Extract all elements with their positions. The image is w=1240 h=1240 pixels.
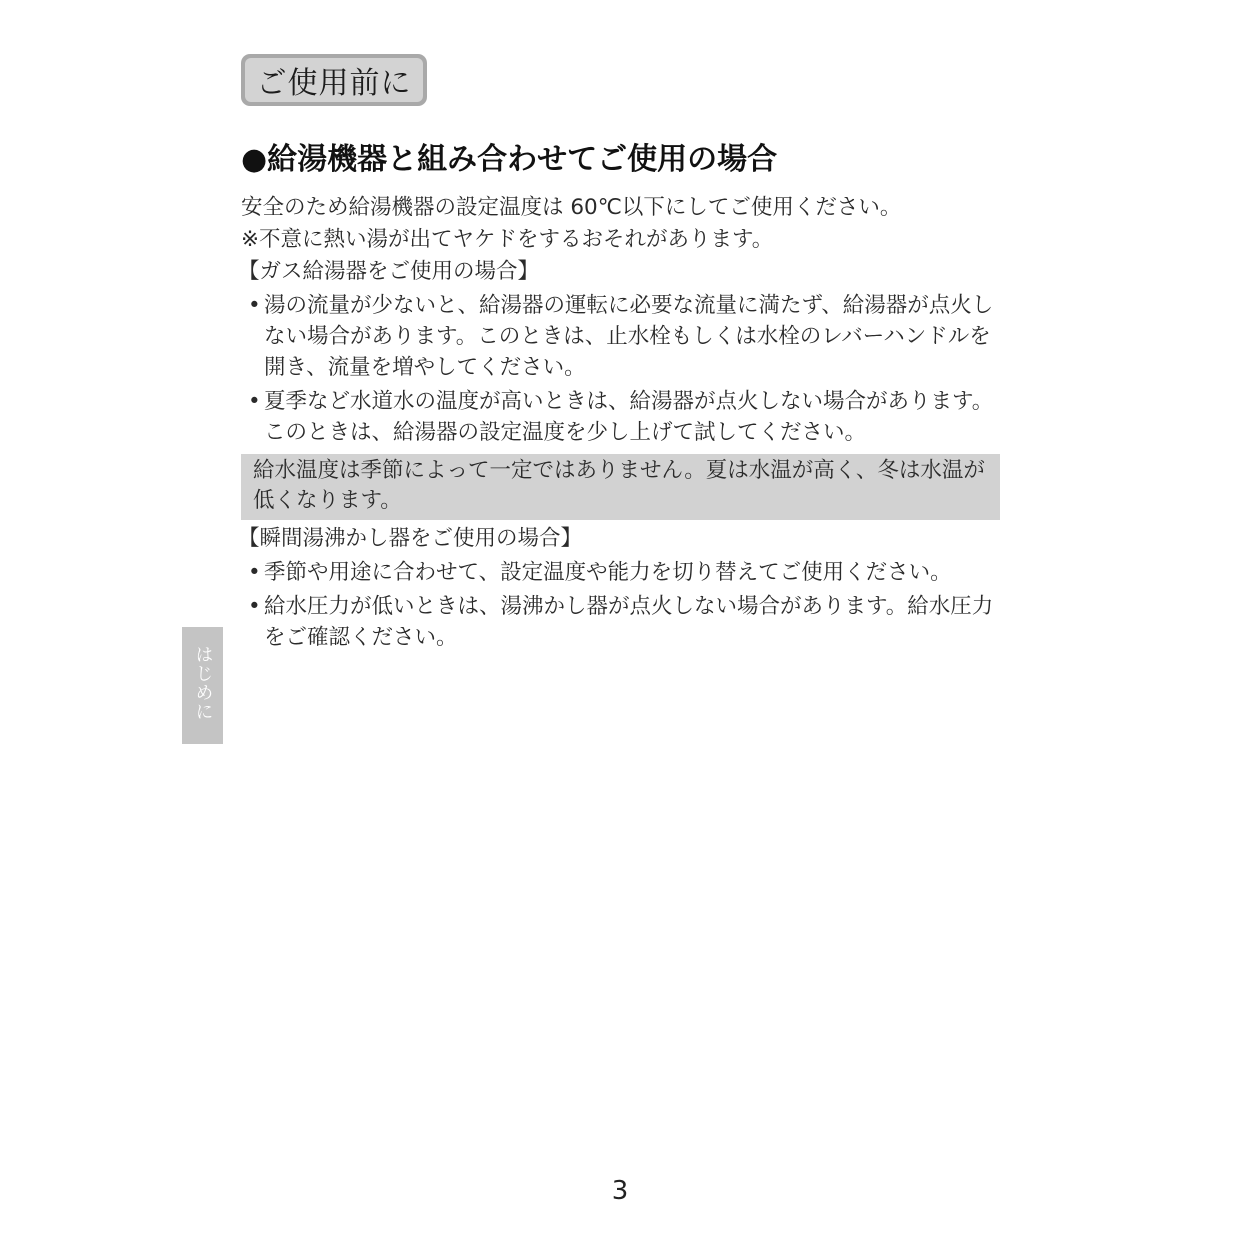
page-number: 3 [611, 1176, 629, 1206]
list-item-text: 給水圧力が低いときは、湯沸かし器が点火しない場合があります。給水圧力をご確認ください。 [264, 594, 994, 650]
note-box: 給水温度は季節によって一定ではありません。夏は水温が高く、冬は水温が低くなります。 [241, 454, 1000, 520]
list-item-text: 夏季など水道水の温度が高いときは、給湯器が点火しない場合があります。このときは、給湯器の設定温度を少し上げて試してください。 [264, 389, 994, 445]
gas-heater-bullets [241, 290, 1001, 448]
list-item [241, 386, 1001, 448]
bullet-dot: • [248, 389, 261, 414]
list-item-text: 湯の流量が少ないと、給湯器の運転に必要な流量に満たず、給湯器が点火しない場合があります。このときは、止水栓もしくは水栓のレバーハンドルを開き、流量を増やしてください。 [264, 293, 994, 380]
intro-line-2: ※不意に熱い湯が出てヤケドをするおそれがあります。 [241, 227, 774, 252]
list-item [241, 557, 1001, 588]
section-tag [241, 54, 427, 106]
instant-heater-bullets [241, 557, 1001, 653]
chapter-side-tab: はじめに [182, 627, 223, 744]
main-content [238, 138, 1001, 656]
list-item-text: 季節や用途に合わせて、設定温度や能力を切り替えてご使用ください。 [264, 560, 952, 585]
section-tag-label: ご使用前に [245, 58, 423, 102]
bullet-dot: • [248, 594, 261, 619]
gas-heater-subheading: 【ガス給湯器をご使用の場合】 [238, 259, 540, 284]
list-item [241, 290, 1001, 383]
section-heading: ●給湯機器と組み合わせてご使用の場合 [241, 142, 778, 177]
bullet-dot: • [248, 293, 261, 318]
intro-line-1: 安全のため給湯機器の設定温度は 60℃以下にしてご使用ください。 [241, 195, 902, 220]
list-item [241, 591, 1001, 653]
instant-heater-subheading: 【瞬間湯沸かし器をご使用の場合】 [238, 526, 583, 551]
bullet-dot: • [248, 560, 261, 585]
